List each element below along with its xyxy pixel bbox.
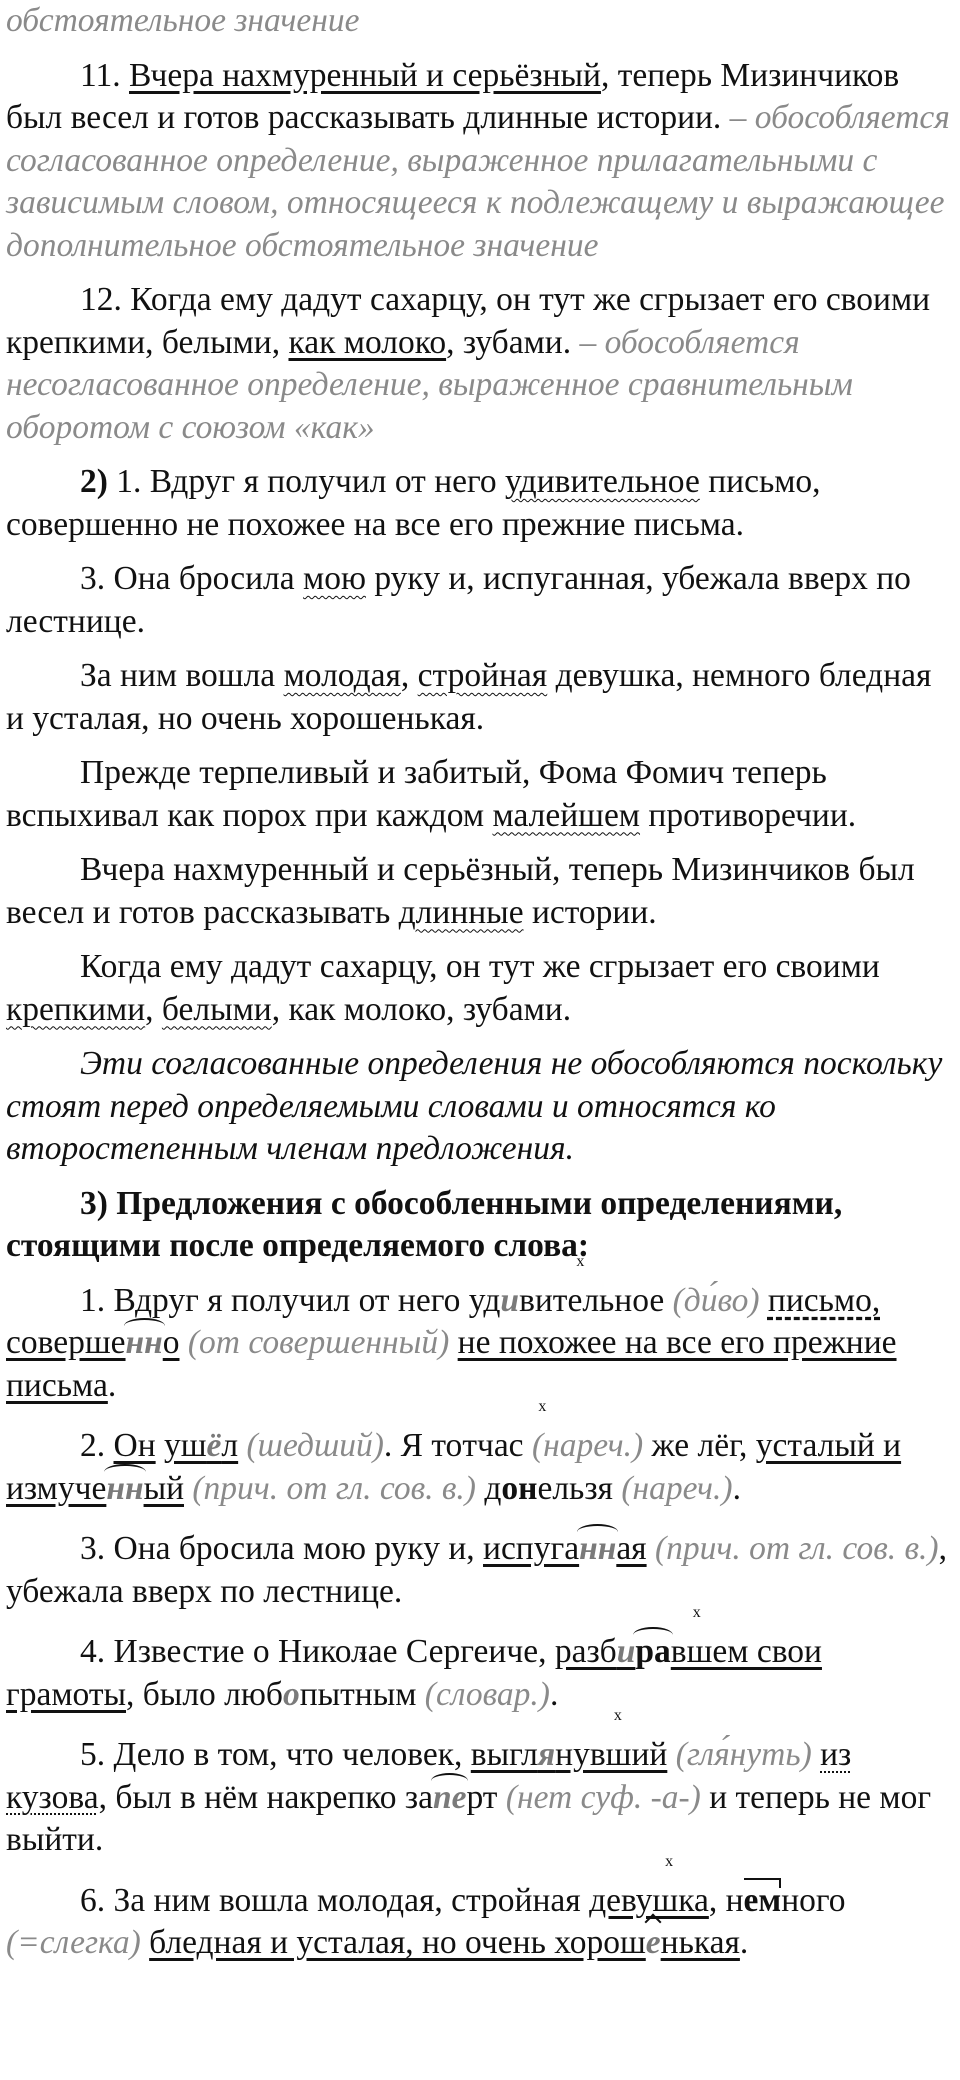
s2-l4a: За ним вошла [80, 657, 284, 694]
s3e2-i1: усталый и измуче [6, 1427, 902, 1507]
s3e5-b2: x я [538, 1736, 555, 1773]
s3e3-b3: ая [616, 1530, 647, 1567]
s3e4-c2: x о [283, 1676, 300, 1713]
s3e5-c: (гля́нуть) [667, 1736, 812, 1773]
s3e2-a: 2. [80, 1427, 114, 1464]
s3e2-m: . [732, 1469, 741, 1507]
s2-l4d: стройная [417, 657, 548, 694]
example-12 [6, 279, 950, 449]
example-11-comment: – обособляется согласованное определение, выраженное прилагательными с зависимым словом, относящееся к подлежащему и выражающее дополнительное обстоятельное значение [6, 99, 950, 264]
s3e2-k3: ельзя [537, 1469, 613, 1507]
s2-l3a: 3. Она бросила [80, 560, 304, 597]
s3e1-e2: нн [126, 1322, 163, 1365]
s3e1-h: не похожее на все его прежние письма [6, 1324, 897, 1404]
example-12-isolated: как молоко [288, 323, 447, 361]
s3e2-i3: ый [143, 1469, 184, 1507]
s3-example-6 [6, 1880, 950, 1965]
s3e3-b [483, 1530, 647, 1567]
s3e6-d: (=слегка) [6, 1924, 141, 1961]
s3e2-f: . Я то [383, 1427, 463, 1464]
example-11-number: 11. [80, 56, 121, 94]
s3e4-b1: разб [554, 1633, 617, 1670]
s3e2-h: же лёг, [643, 1427, 756, 1464]
s3e2-b: Он [113, 1427, 156, 1464]
s3e1-e [6, 1324, 179, 1361]
s3e1-a: 1. Вдруг я получил от него уд [80, 1281, 501, 1319]
s2-l1a: 1. Вдруг я получил от него [107, 463, 506, 500]
s3e1-f: (от совершенный) [179, 1324, 450, 1361]
s3e4-c: , было люб [126, 1675, 283, 1713]
s2-l7b: крепкими [6, 990, 146, 1028]
s3e2-l: (нареч.) [612, 1469, 733, 1507]
s2-l1c: письмо, совершенно не похожее на все его прежние письма. [6, 463, 821, 543]
s3e1-i: . [107, 1366, 117, 1404]
s3e2-k2: он [501, 1469, 538, 1507]
s3e2-d1: уш [164, 1427, 207, 1464]
s3-example-2 [6, 1425, 950, 1510]
s2-l3b: мою [303, 560, 366, 597]
s3-example-3 [6, 1528, 950, 1613]
s2-l6b: длинные [398, 893, 524, 931]
s3e6-a: 6. За ним вошла молодая, стройная [80, 1881, 590, 1919]
s3e2-c [156, 1427, 164, 1464]
example-11-rest: , теперь Мизинчиков был весел и готов рассказывать длинные истории. [6, 56, 900, 136]
s3e4-a: 4. Известие о Николае Сергеиче, [80, 1633, 555, 1670]
s3e1-e1: соверше [6, 1324, 126, 1361]
s3e3-a: 3. Она бросила мою руку и, [80, 1530, 484, 1567]
s3e1-g [449, 1324, 457, 1361]
example-11-isolated: Вчера нахмуренный и серьёзный [129, 56, 601, 94]
s3e1-e3: о [162, 1324, 180, 1361]
s3e2-e: (шедший) [238, 1427, 384, 1464]
s3e5-d2: из кузова [6, 1736, 852, 1816]
s3e5-f2: рт [466, 1778, 498, 1816]
s2-l5a: Прежде терпеливый и забитый, Фома Фомич теперь вспыхивал как порох при каждом [6, 754, 827, 834]
s3e4-b4: вшем свои грамоты [6, 1633, 822, 1713]
section2-line3 [6, 558, 950, 643]
s3-example-1 [6, 1280, 950, 1408]
prev-comment: обстоятельное значение [6, 2, 360, 39]
example-11 [6, 55, 950, 268]
s3-example-4 [6, 1631, 950, 1716]
s3e2-k: д [475, 1469, 502, 1507]
s3e5-f: пе [433, 1777, 467, 1820]
section2-line4 [6, 655, 950, 740]
s3e6-e [141, 1924, 149, 1961]
s2-l4b: молодая [283, 657, 401, 694]
s3e5-b [471, 1736, 668, 1773]
s3e5-a: 5. Дело в том, что человек, [80, 1736, 471, 1773]
s2-l7d: белыми [161, 990, 272, 1028]
s3e4-b3: ра [635, 1631, 670, 1674]
s3e6-f [149, 1924, 740, 1961]
s2-l5b: малейшем [492, 796, 641, 834]
s2-l1b: удивительное [505, 463, 700, 500]
s3e6-c3: ного [781, 1881, 846, 1919]
s3e5-e: , был в нём накрепко за [98, 1778, 433, 1816]
s3e5-b1: выгл [470, 1736, 538, 1773]
s3e2-g: (нареч.) [523, 1427, 644, 1464]
section3-heading: 3) Предложения с обособленными определениями, стоящими после определяемого слова: [6, 1184, 843, 1264]
s3e6-f2: е [646, 1922, 661, 1965]
s3e2-f3: ас [493, 1427, 524, 1464]
s3e2-f2: x тч [462, 1427, 494, 1464]
s3e1-vowel: x и [500, 1282, 519, 1319]
s3e2-i2: нн [106, 1468, 143, 1511]
s3e5-g: (нет суф. -а-) [497, 1778, 701, 1816]
s3e1-b: вительное [519, 1281, 673, 1319]
s3e2-j: (прич. от гл. сов. в.) [184, 1469, 476, 1507]
s3e2-d2: ё [206, 1427, 222, 1464]
s2-l6a: Вчера нахмуренный и серьёзный, теперь Мизинчиков был весел и готов рассказывать [6, 851, 915, 931]
s3e1-c: (ди́во) [672, 1281, 760, 1319]
section2-line7 [6, 946, 950, 1031]
s3e2-d3: л [221, 1427, 239, 1464]
s3-example-5 [6, 1734, 950, 1862]
example-12-comment: – обособляется несогласованное определение, выраженное сравнительным оборотом с союзом «как» [6, 323, 853, 446]
s2-l5c: противоречии. [640, 796, 857, 834]
s3e4-b2: x и [617, 1633, 636, 1670]
s3e2-d [164, 1427, 238, 1464]
s3e5-h: и теперь не мог выйти. [6, 1778, 932, 1858]
s2-l3c: руку и, испуганная, убежала вверх по лестнице. [6, 560, 911, 640]
section2-note: Эти согласованные определения не обособляются поскольку стоят перед определяемыми словами и относятся ко второстепенным членам предложения. [6, 1045, 943, 1167]
s3e4-d: (словар.) [416, 1675, 550, 1713]
s3e3-b1: испуга [483, 1530, 580, 1567]
s3e5-d [812, 1736, 820, 1773]
s2-l7c: , [145, 990, 162, 1028]
example-12-end: , зубами. [446, 323, 572, 361]
s3e1-d: письмо, [767, 1281, 881, 1319]
s2-l7e: , как молоко, зубами. [271, 990, 572, 1028]
example-12-number: 12. [80, 281, 122, 318]
section2-line6 [6, 849, 950, 934]
s3e6-g: . [739, 1924, 749, 1961]
s3e4-c3: пытным [299, 1675, 417, 1713]
s3e4-e: . [549, 1675, 559, 1713]
example-12-text: Когда ему дадут сахарцу, он тут же сгрызает его своими крепкими, белыми, [6, 281, 931, 361]
section2-line5 [6, 752, 950, 837]
section2-line1 [6, 461, 950, 546]
s3e3-b2: нн [579, 1528, 616, 1571]
s3e6-f3: нькая [660, 1924, 740, 1961]
section2-label: 2) [80, 463, 108, 500]
s3e6-b: x девушка [589, 1882, 709, 1919]
s3e6-c: , н [708, 1881, 744, 1919]
s3e6-c2: ем [744, 1880, 782, 1923]
s3e5-b3: нувший [555, 1736, 668, 1773]
s3e3-d: , убежала вверх по лестнице. [6, 1530, 947, 1610]
s3e6-f1: бледная и усталая, но очень хорош [149, 1924, 646, 1961]
paragraph-0 [6, 0, 950, 43]
s3e3-c: (прич. от гл. сов. в.) [646, 1530, 939, 1567]
s2-l4c: , [400, 657, 418, 694]
s2-l4e: девушка, немного бледная и усталая, но очень хорошенькая. [6, 657, 932, 737]
s2-l7a: Когда ему дадут сахарцу, он тут же сгрызает его своими [80, 948, 880, 985]
s2-l6c: истории. [523, 893, 657, 931]
